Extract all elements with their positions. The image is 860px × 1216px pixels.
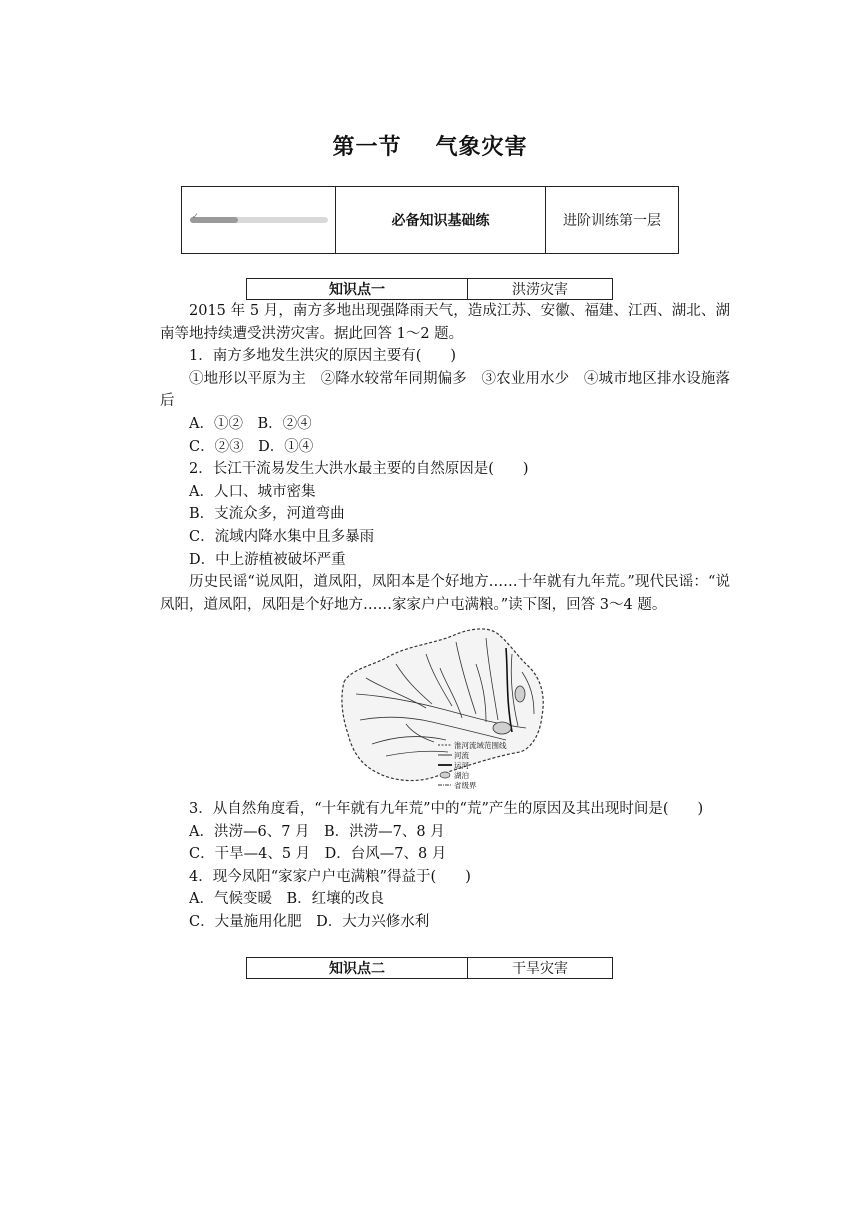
question-3-options-2: C．干旱—4、5 月 D．台风—7、8 月 [189,846,447,863]
question-2-option-b: B．支流众多，河道弯曲 [189,506,345,523]
questions-block-1 [160,300,730,616]
question-1-stem: 1．南方多地发生洪灾的原因主要有( ) [189,348,457,365]
knowledge-point-label: 知识点二 [247,958,468,978]
intro-paragraph-2: 历史民谣“说凤阳，道凤阳，凤阳本是个好地方……十年就有九年荒。”现代民谣：“说凤阳，道凤阳，凤阳是个好地方……家家户户屯满粮。”读下图，回答 3～4 题。 [160,574,730,613]
question-4-options-2: C．大量施用化肥 D．大力兴修水利 [189,913,430,930]
legend-river: 河流 [454,751,469,760]
legend-canal: 运河 [454,761,469,770]
header-middle-cell: 必备知识基础练 [336,187,546,253]
question-1-options-2: C．②③ D．①④ [189,438,314,455]
question-2-option-d: D．中上游植被破坏严重 [189,551,346,568]
knowledge-point-topic: 干旱灾害 [512,961,568,977]
legend-boundary: 淮河流域范围线 [454,741,507,750]
legend-province: 省级界 [454,781,477,790]
questions-block-2 [160,798,730,934]
legend-lake: 湖泊 [454,771,469,780]
question-1-items: ①地形以平原为主 ②降水较常年同期偏多 ③农业用水少 ④城市地区排水设施落后 [160,370,730,410]
question-2-option-a: A．人口、城市密集 [189,483,316,500]
question-2-option-c: C．流域内降水集中且多暴雨 [189,528,375,545]
knowledge-point-box-2 [246,957,613,979]
lake [515,686,525,702]
question-3-options-1: A．洪涝—6、7 月 B．洪涝—7、8 月 [189,823,445,840]
title-topic: 气象灾害 [435,135,528,160]
knowledge-point-box-1 [246,278,613,300]
question-2-stem: 2．长江干流易发生大洪水最主要的自然原因是( ) [189,461,529,478]
question-3-stem: 3．从自然角度看，“十年就有九年荒”中的“荒”产生的原因及其出现时间是( ) [189,801,704,817]
page-title [0,130,860,161]
huai-river-basin-map [336,624,560,796]
basin-boundary [342,629,543,781]
lake [493,722,511,734]
question-4-options-1: A．气候变暖 B．红壤的改良 [189,891,385,908]
title-section-number: 第一节 [332,135,402,160]
knowledge-point-topic: 洪涝灾害 [512,282,568,298]
header-right-cell: 进阶训练第一层 [563,213,661,229]
question-4-stem: 4．现今凤阳“家家户户屯满粮”得益于( ) [189,868,471,885]
intro-paragraph-1: 2015 年 5 月，南方多地出现强降雨天气，造成江苏、安徽、福建、江西、湖北、湖南等地持续遭受洪涝灾害。据此回答 1～2 题。 [160,303,730,342]
practice-header-table [181,186,679,254]
progress-bar [190,212,328,223]
question-1-options-1: A．①② B．②④ [189,415,312,432]
progress-cell [182,187,336,253]
knowledge-point-label: 知识点一 [247,279,468,299]
check-icon: ✓ [191,212,200,222]
